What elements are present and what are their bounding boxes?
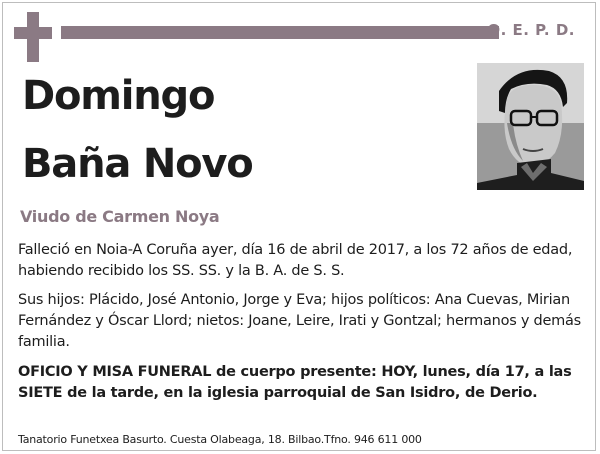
family-text: Sus hijos: Plácido, José Antonio, Jorge y Eva; hijos políticos: Ana Cuevas, Mirian Fernández y Óscar Llord; nietos: Joane, Leire, Irati y Gontzal; hermanos y demás familia. bbox=[18, 292, 581, 350]
deceased-photo bbox=[477, 63, 584, 190]
funeral-text: OFICIO Y MISA FUNERAL de cuerpo presente: HOY, lunes, día 17, a las SIETE de la tarde, en la iglesia parroquial de San Isidro, de Derio. bbox=[18, 364, 572, 401]
obituary-card bbox=[2, 2, 596, 451]
funeral-home-footer: Tanatorio Funetxea Basurto. Cuesta Olabeaga, 18. Bilbao.Tfno. 946 611 000 bbox=[18, 433, 422, 446]
cross-icon-arm bbox=[14, 27, 52, 39]
death-notice-text: Falleció en Noia-A Coruña ayer, día 16 de abril de 2017, a los 72 años de edad, habiendo recibido los SS. SS. y la B. A. de S. S. bbox=[18, 242, 573, 279]
deceased-surnames: Baña Novo bbox=[22, 141, 253, 187]
qepd-label: Q. E. P. D. bbox=[487, 21, 575, 39]
deceased-first-name: Domingo bbox=[22, 73, 215, 119]
widower-of: Viudo de Carmen Noya bbox=[20, 207, 220, 226]
portrait-image bbox=[477, 63, 584, 190]
header-bar bbox=[61, 26, 499, 39]
